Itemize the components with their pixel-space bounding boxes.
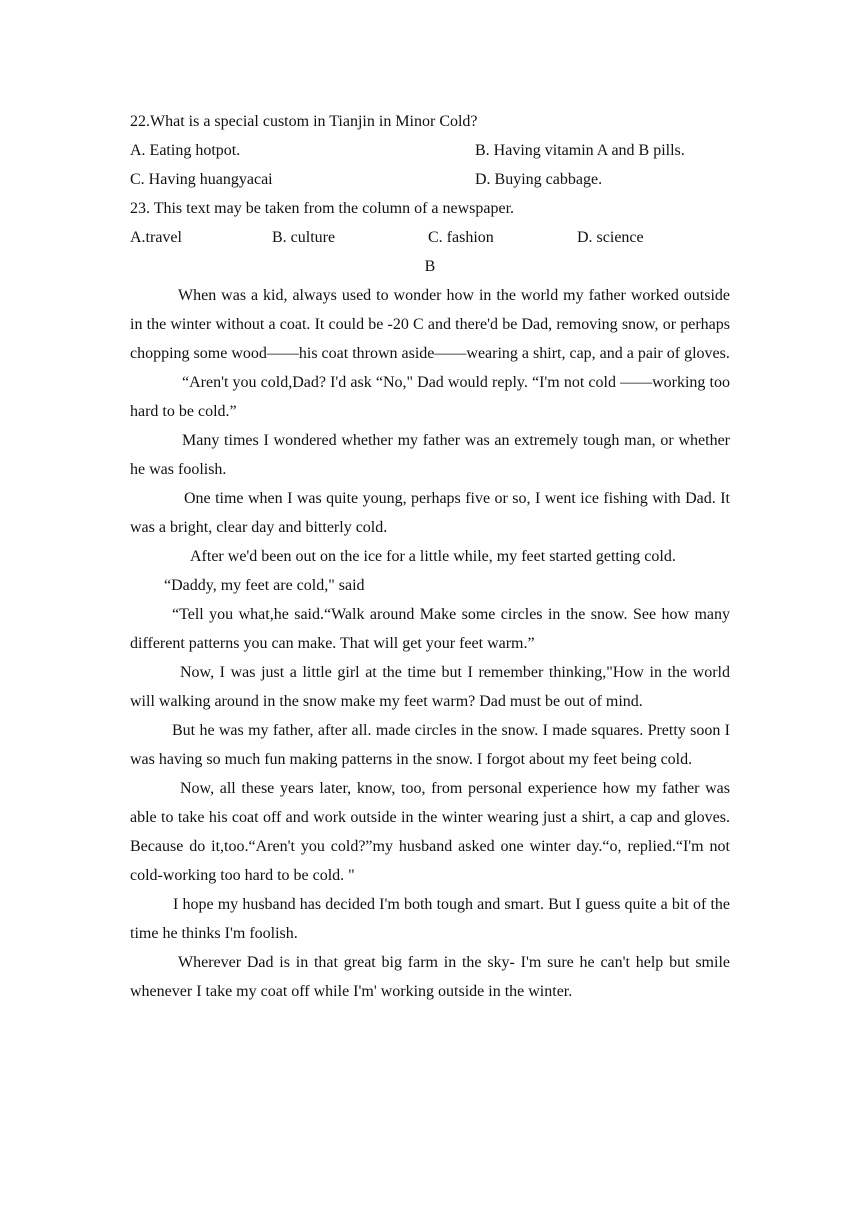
- question-23-option-d: D. science: [577, 229, 644, 246]
- question-23-option-c: C. fashion: [428, 229, 494, 246]
- document-page: [130, 107, 730, 1006]
- passage-paragraph: Wherever Dad is in that great big farm in the sky- I'm sure he can't help but smile whenever I take my coat off while I'm' working outside in the winter.: [130, 954, 730, 1000]
- passage-paragraph: Now, all these years later, know, too, from personal experience how my father was able to take his coat off and work outside in the winter wearing just a shirt, a cap and gloves. Because do it,too.“Aren't you cold?”my husband asked one winter day.“o, replied.“I'm not cold-working too hard to be cold. ": [130, 780, 730, 884]
- question-22-options-row-2: [130, 165, 730, 194]
- passage-paragraph: Now, I was just a little girl at the time but I remember thinking,"How in the world will walking around in the snow make my feet warm? Dad must be out of mind.: [130, 664, 730, 710]
- section-b-heading: B: [424, 258, 436, 275]
- passage-paragraph: “Daddy, my feet are cold," said: [164, 577, 365, 594]
- passage-paragraph: “Aren't you cold,Dad? I'd ask “No," Dad would reply. “I'm not cold ——working too hard to be cold.”: [130, 374, 730, 420]
- passage-paragraph: When was a kid, always used to wonder how in the world my father worked outside in the winter without a coat. It could be -20 C and there'd be Dad, removing snow, or perhaps chopping some wood——his coat thrown aside——wearing a shirt, cap, and a pair of gloves.: [130, 287, 730, 362]
- passage-paragraph: “Tell you what,he said.“Walk around Make some circles in the snow. See how many different patterns you can make. That will get your feet warm.”: [130, 606, 730, 652]
- question-22-option-d: D. Buying cabbage.: [475, 171, 603, 188]
- question-23-options-row: [130, 223, 730, 252]
- question-23-stem: 23. This text may be taken from the column of a newspaper.: [130, 200, 515, 217]
- question-22-option-b: B. Having vitamin A and B pills.: [475, 142, 685, 159]
- question-23-option-b: B. culture: [272, 229, 336, 246]
- question-22-stem: 22.What is a special custom in Tianjin in Minor Cold?: [130, 113, 478, 130]
- question-22-options-row-1: [130, 136, 730, 165]
- passage-paragraph: One time when I was quite young, perhaps five or so, I went ice fishing with Dad. It was a bright, clear day and bitterly cold.: [130, 490, 730, 536]
- question-22-option-a: A. Eating hotpot.: [130, 142, 241, 159]
- passage-paragraph: But he was my father, after all. made circles in the snow. I made squares. Pretty soon I was having so much fun making patterns in the snow. I forgot about my feet being cold.: [130, 722, 730, 768]
- question-23-option-a: A.travel: [130, 229, 182, 246]
- passage-paragraph: I hope my husband has decided I'm both tough and smart. But I guess quite a bit of the time he thinks I'm foolish.: [130, 896, 730, 942]
- passage-paragraph: Many times I wondered whether my father was an extremely tough man, or whether he was foolish.: [130, 432, 730, 478]
- passage-paragraph: After we'd been out on the ice for a little while, my feet started getting cold.: [190, 548, 676, 565]
- question-22-option-c: C. Having huangyacai: [130, 171, 273, 188]
